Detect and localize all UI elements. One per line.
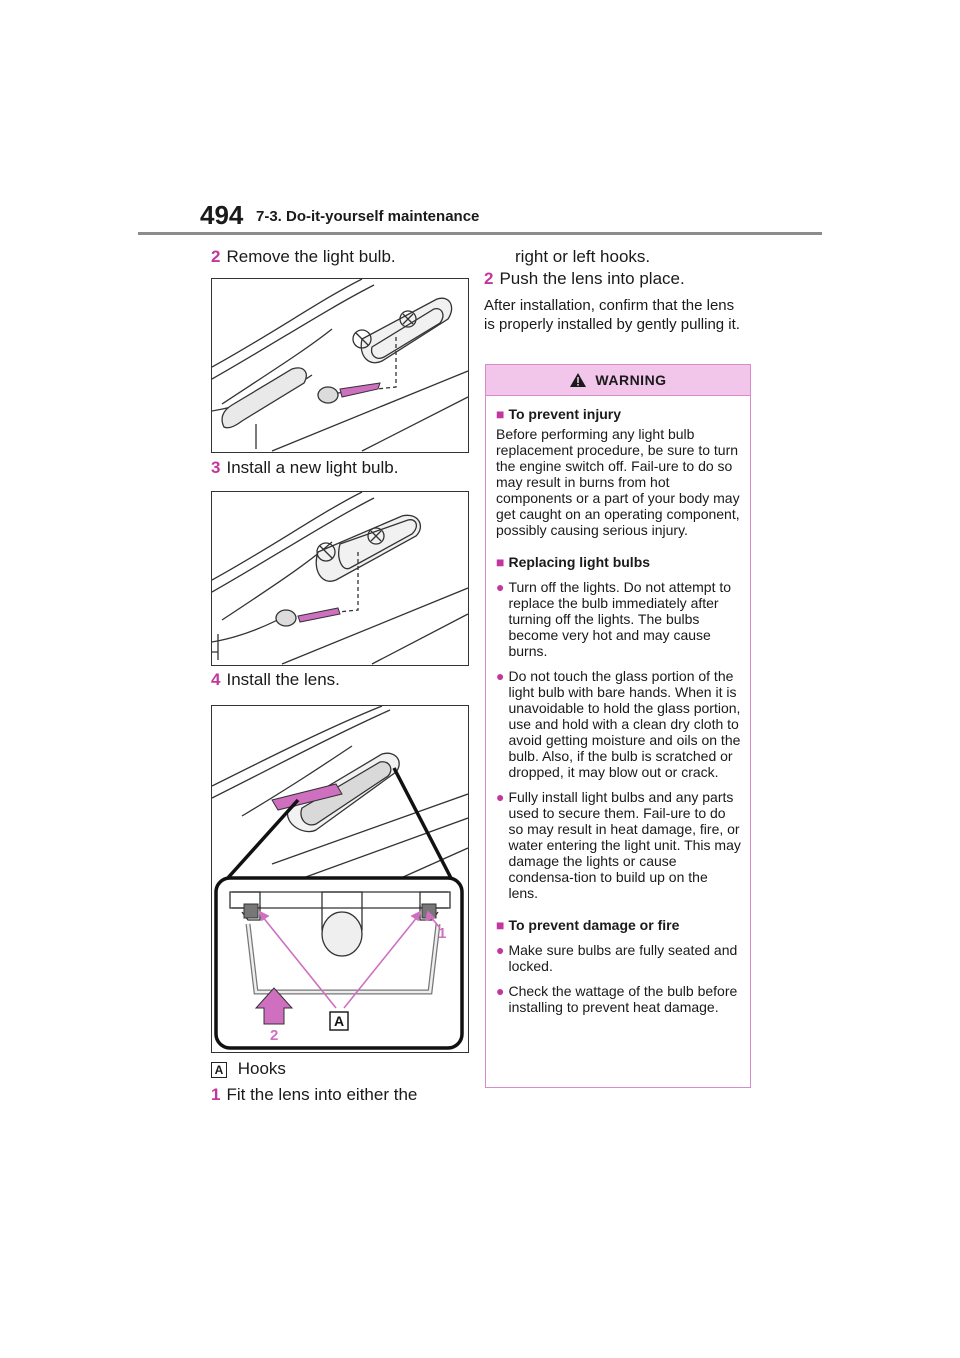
dot-bullet-icon: ● — [496, 579, 505, 595]
warning-heading: ■ To prevent injury — [496, 406, 622, 422]
dot-bullet-icon: ● — [496, 668, 505, 684]
substep-text: Fit the lens into either the — [226, 1085, 418, 1104]
warning-bullet: ● Turn off the lights. Do not attempt to replace the bulb immediately after turning off the lights. The bulbs become very hot and may cause burns. — [496, 579, 732, 659]
step-number: 3 — [211, 458, 221, 477]
substep-1-continued: right or left hooks. — [515, 247, 651, 266]
step-3 — [211, 457, 398, 479]
warning-heading: ■ To prevent damage or fire — [496, 917, 680, 933]
warning-heading: ■ Replacing light bulbs — [496, 554, 651, 570]
step-number: 2 — [211, 247, 221, 266]
section-title: 7-3. Do-it-yourself maintenance — [256, 208, 480, 225]
installation-note: After installation, confirm that the lens is properly installed by gently pulling it. — [484, 297, 740, 333]
square-bullet-icon: ■ — [496, 917, 505, 933]
warning-bullet: ● Check the wattage of the bulb before installing to prevent heat damage. — [496, 983, 738, 1015]
warning-title: WARNING — [595, 372, 667, 388]
figure-install-lens — [211, 705, 469, 1053]
substep-number: 2 — [484, 269, 494, 288]
warning-body — [486, 396, 750, 1015]
install-bulb-illustration — [212, 492, 468, 665]
step-2 — [211, 246, 396, 268]
remove-bulb-illustration — [212, 279, 468, 452]
square-bullet-icon: ■ — [496, 406, 505, 422]
legend-label: Hooks — [237, 1059, 286, 1078]
warning-box — [485, 364, 751, 1088]
figure-install-bulb — [211, 491, 469, 666]
legend-marker: A — [211, 1062, 227, 1078]
dot-bullet-icon: ● — [496, 789, 505, 805]
warning-bullet: ● Make sure bulbs are fully seated and locked. — [496, 942, 738, 974]
substep-2 — [484, 268, 685, 290]
step-number: 4 — [211, 670, 221, 689]
substep-1 — [211, 1084, 417, 1106]
square-bullet-icon: ■ — [496, 554, 505, 570]
warning-bullet: ● Fully install light bulbs and any parts used to secure them. Fail-ure to do so may result in heat damage, fire, or water entering the light unit. This may damage the lights or cause condensa-tion to build up on the lens. — [496, 789, 741, 901]
callout-a: A — [333, 1013, 345, 1029]
legend-hooks — [211, 1058, 286, 1080]
install-lens-illustration — [212, 706, 468, 1052]
callout-2: 2 — [270, 1027, 279, 1044]
dot-bullet-icon: ● — [496, 983, 505, 999]
step-4 — [211, 669, 340, 691]
header-rule — [138, 232, 822, 235]
dot-bullet-icon: ● — [496, 942, 505, 958]
warning-header — [486, 365, 750, 396]
callout-1: 1 — [438, 925, 447, 942]
substep-text: Push the lens into place. — [499, 269, 685, 288]
step-text: Install the lens. — [226, 670, 340, 689]
warning-paragraph: Before performing any light bulb replacement procedure, be sure to turn the engine switch off. Fail-ure to do so may result in burns from hot components or a part of your body may get caught on an operating component, possibly causing serious injury. — [496, 426, 740, 538]
page-number: 494 — [200, 200, 244, 230]
warning-triangle-icon — [569, 372, 587, 388]
figure-remove-bulb — [211, 278, 469, 453]
step-text: Remove the light bulb. — [226, 247, 396, 266]
step-text: Install a new light bulb. — [226, 458, 399, 477]
substep-number: 1 — [211, 1085, 221, 1104]
warning-bullet: ● Do not touch the glass portion of the light bulb with bare hands. When it is unavoidable to hold the glass portion, use and hold with a clean dry cloth to avoid getting moisture and oils on the bulb. Also, if the bulb is scratched or dropped, it may blow out or crack. — [496, 668, 741, 780]
